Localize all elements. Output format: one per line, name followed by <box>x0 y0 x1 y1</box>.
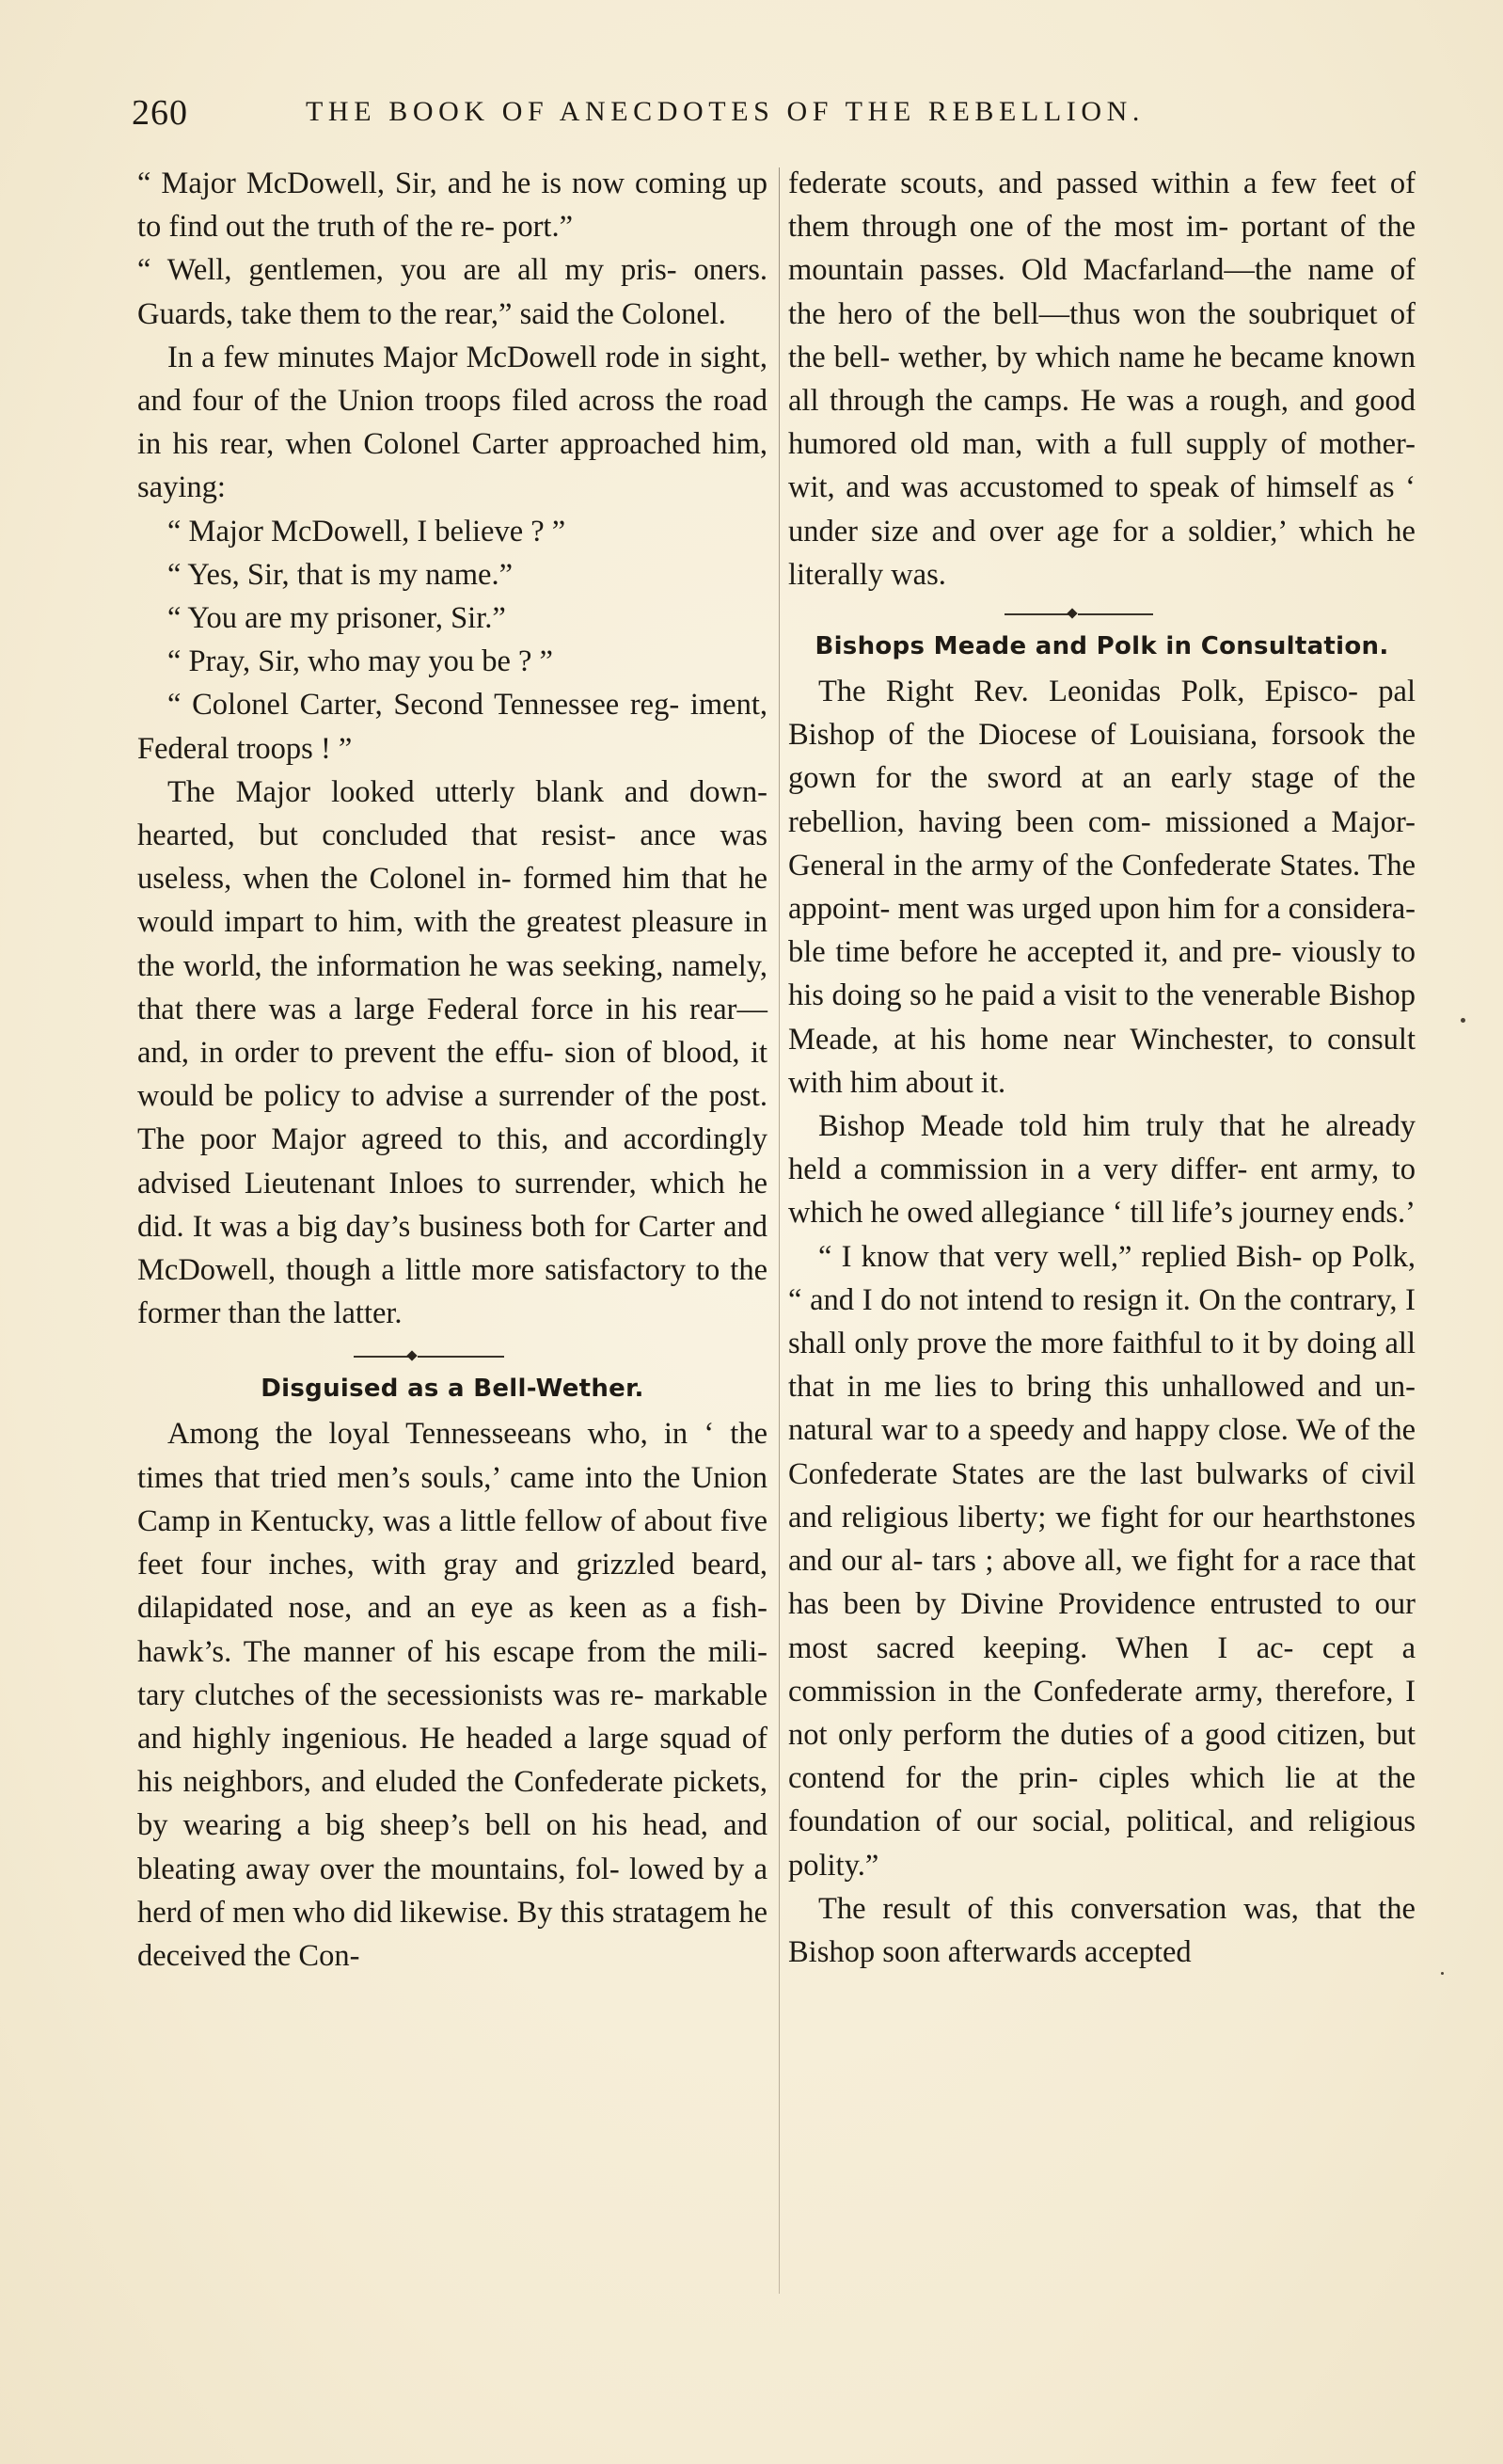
paragraph: “ Well, gentlemen, you are all my pris- oners. Guards, take them to the rear,” said the Colonel. <box>137 253 767 331</box>
dialogue-line: “ Major McDowell, I believe ? ” <box>167 514 566 548</box>
paragraph: The Right Rev. Leonidas Polk, Episco- pal Bishop of the Diocese of Louisiana, forsook the gown for the sword at an early stage of the rebellion, having been com- missioned a Major-General in the army of the Confederate States. The appoint- ment was urged upon him for a considera- ble time before he accepted it, and pre- viously to his doing so he paid a visit to the venerable Bishop Meade, at his home near Winchester, to consult with him about it. <box>788 675 1416 1100</box>
section-heading: Bishops Meade and Polk in Consultation. <box>815 632 1389 661</box>
dialogue-line: “ You are my prisoner, Sir.” <box>167 601 506 636</box>
ink-speck <box>1441 1972 1444 1975</box>
column-divider <box>779 167 780 2294</box>
paragraph: “ I know that very well,” replied Bish- op Polk, “ and I do not intend to resign it. On the contrary, I shall only prove the more faithful to it by doing all that in me lies to bring this unhallowed and un- natural war to a speedy and happy close. We of the Confederate States are the last bulwarks of civil and religious liberty; we fight for our hearthstones and our al- tars ; above all, we fight for a race that has been by Divine Providence entrusted to our most sacred keeping. When I ac- cept a commission in the Confederate army, therefore, I not only perform the duties of a good citizen, but contend for the prin- ciples which lie at the foundation of our social, political, and religious polity.” <box>788 1239 1416 1883</box>
section-divider <box>137 1344 767 1369</box>
paragraph: The Major looked utterly blank and down-hearted, but concluded that resist- ance was useless, when the Colonel in- formed him that he would impart to him, with the greatest pleasure in the world, the information he was seeking, namely, that there was a large Federal force in his rear—and, in order to prevent the effu- sion of blood, it would be policy to advise a surrender of the post. The poor Major agreed to this, and accordingly advised Lieutenant Inloes to surrender, which he did. It was a big day’s business both for Carter and McDowell, though a little more satisfactory to the former than the latter. <box>137 774 767 1331</box>
paragraph: The result of this conversation was, that the Bishop soon afterwards accepted <box>788 1891 1416 1969</box>
dialogue-line: “ Colonel Carter, Second Tennessee reg- iment, Federal troops ! ” <box>137 688 767 766</box>
paragraph: Bishop Meade told him truly that he already held a commission in a very differ- ent army, to which he owed allegiance ‘ till life’s journey ends.’ <box>788 1109 1416 1231</box>
running-title: THE BOOK OF ANECDOTES OF THE REBELLION. <box>306 96 1146 127</box>
section-divider <box>788 602 1416 627</box>
paragraph: In a few minutes Major McDowell rode in sight, and four of the Union troops filed across the road in his rear, when Colonel Carter approached him, saying: <box>137 340 767 505</box>
paragraph: federate scouts, and passed within a few feet of them through one of the most im- portant of the mountain passes. Old Macfarland—the name of the hero of the bell—thus won the soubriquet of the bell- wether, by which name he became known all through the camps. He was a rough, and good humored old man, with a full supply of mother-wit, and was accustomed to speak of himself as ‘ under size and over age for a soldier,’ which he literally was. <box>788 167 1416 592</box>
running-head <box>132 92 1430 137</box>
diamond-ornament-icon <box>1067 608 1077 618</box>
paragraph: “ Major McDowell, Sir, and he is now coming up to find out the truth of the re- port.” <box>137 167 767 245</box>
dialogue-line: “ Yes, Sir, that is my name.” <box>167 557 514 592</box>
right-column <box>788 162 1416 1974</box>
paragraph: Among the loyal Tennesseeans who, in ‘ the times that tried men’s souls,’ came into the Union Camp in Kentucky, was a little fellow of about five feet four inches, with gray and grizzled beard, dilapidated nose, and an eye as keen as a fish-hawk’s. The manner of his escape from the mili- tary clutches of the secessionists was re- markable and highly ingenious. He headed a large squad of his neighbors, and eluded the Confederate pickets, by wearing a big sheep’s bell on his head, and bleating away over the mountains, fol- lowed by a herd of men who did likewise. By this stratagem he deceived the Con- <box>137 1417 767 1973</box>
page-number: 260 <box>132 93 188 133</box>
ink-speck <box>1461 1018 1465 1023</box>
dialogue-line: “ Pray, Sir, who may you be ? ” <box>167 644 553 679</box>
section-heading: Disguised as a Bell-Wether. <box>261 1375 644 1404</box>
diamond-ornament-icon <box>406 1351 417 1361</box>
left-column <box>137 162 767 1978</box>
